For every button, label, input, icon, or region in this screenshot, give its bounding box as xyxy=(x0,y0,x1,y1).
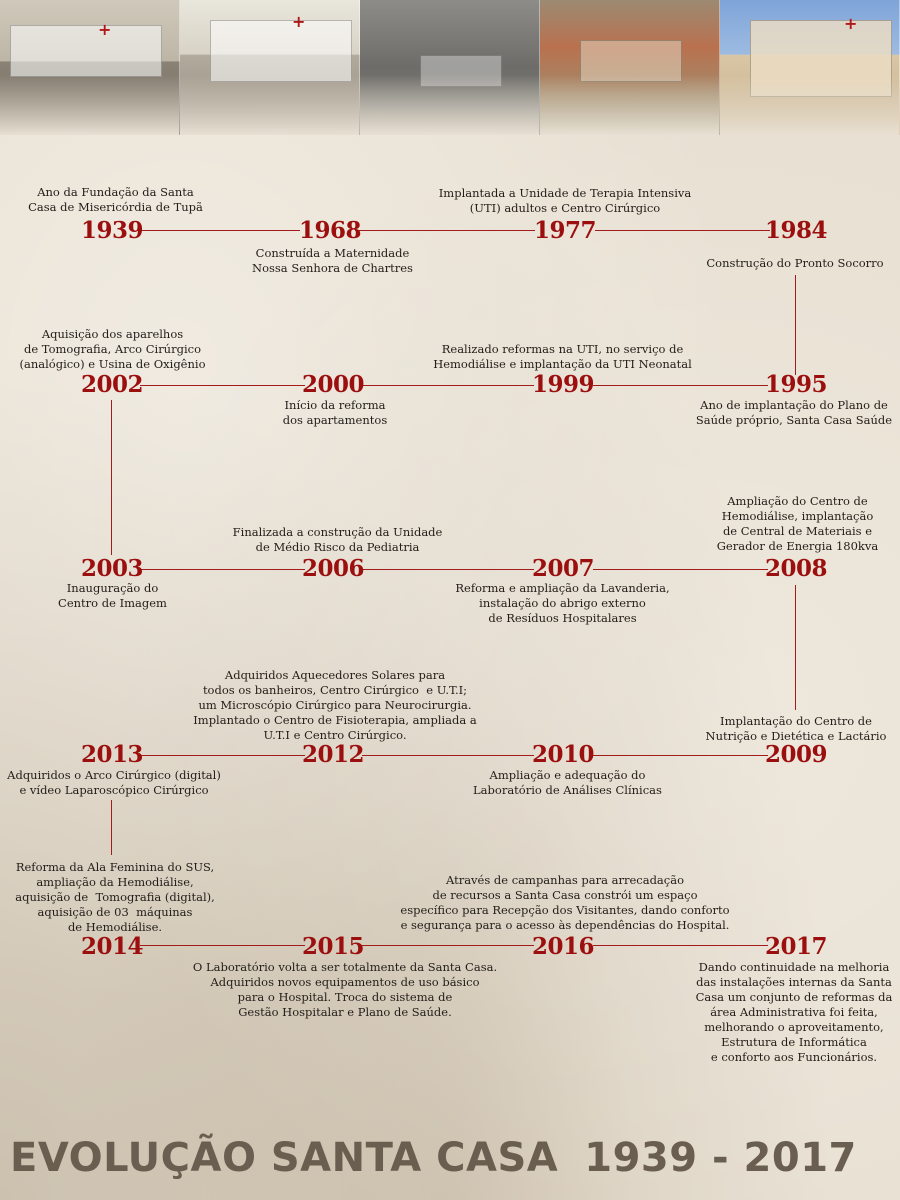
event-2008-description: Ampliação do Centro de Hemodiálise, implantação de Central de Materiais e Gerador de Energia 180kva xyxy=(716,494,879,553)
event-2013-description: Adquiridos o Arco Cirúrgico (digital) e vídeo Laparoscópico Cirúrgico xyxy=(7,768,221,797)
header-photo-strip xyxy=(0,0,900,135)
event-1995-description: Ano de implantação do Plano de Saúde próprio, Santa Casa Saúde xyxy=(695,398,893,427)
event-2006-year: 2006 xyxy=(301,555,365,582)
connector-2009-2010 xyxy=(593,755,768,756)
event-2002-year: 2002 xyxy=(80,371,144,398)
event-2008-year: 2008 xyxy=(764,555,828,582)
event-2014-year: 2014 xyxy=(80,933,144,960)
event-2016-year: 2016 xyxy=(531,933,595,960)
page-title xyxy=(10,1135,883,1181)
connector-1968-1977 xyxy=(355,230,535,231)
connector-2014-2015 xyxy=(140,945,305,946)
event-2017-description: Dando continuidade na melhoria das instalações internas da Santa Casa um conjunto de reformas da área Administrativa foi feita, melhorando o aproveitamento, Estrutura de Informática e conforto aos Funcionários. xyxy=(695,960,893,1064)
connector-2010-2012 xyxy=(362,755,534,756)
event-1977-year: 1977 xyxy=(533,217,597,244)
event-1984-description: Construção do Pronto Socorro xyxy=(706,256,884,270)
connector-2003-2006 xyxy=(140,569,305,570)
connector-2013-2014 xyxy=(111,800,112,855)
event-2017-year: 2017 xyxy=(764,933,828,960)
event-2013-year: 2013 xyxy=(80,741,144,768)
event-2015-description: O Laboratório volta a ser totalmente da Santa Casa. Adquiridos novos equipamentos de uso básico para o Hospital. Troca do sistema de Gestão Hospitalar e Plano de Saúde. xyxy=(192,960,498,1019)
connector-2012-2013 xyxy=(140,755,305,756)
event-1977-description: Implantada a Unidade de Terapia Intensiva (UTI) adultos e Centro Cirúrgico xyxy=(438,186,692,215)
event-2016-description: Através de campanhas para arrecadação de recursos a Santa Casa constrói um espaço específico para Recepção dos Visitantes, dando conforto e segurança para o acesso às dependências do Hospital. xyxy=(400,873,730,932)
event-2000-year: 2000 xyxy=(301,371,365,398)
connector-2015-2016 xyxy=(362,945,534,946)
connector-2002-2003 xyxy=(111,400,112,555)
event-2010-description: Ampliação e adequação do Laboratório de Análises Clínicas xyxy=(473,768,662,797)
event-1968-year: 1968 xyxy=(298,217,362,244)
event-2015-year: 2015 xyxy=(301,933,365,960)
event-2012-description: Adquiridos Aquecedores Solares para todos os banheiros, Centro Cirúrgico e U.T.I; um Microscópio Cirúrgico para Neurocirurgia. Implantado o Centro de Fisioterapia, ampliada a U.T.I e Centro Cirúrgico. xyxy=(193,668,477,742)
event-2003-year: 2003 xyxy=(80,555,144,582)
connector-2000-2002 xyxy=(140,385,305,386)
connector-1995-1999 xyxy=(593,385,768,386)
photo-aerial-color xyxy=(540,0,720,135)
event-2002-description: Aquisição dos aparelhos de Tomografia, Arco Cirúrgico (analógico) e Usina de Oxigênio xyxy=(19,327,206,371)
event-1999-description: Realizado reformas na UTI, no serviço de Hemodiálise e implantação da UTI Neonatal xyxy=(433,342,692,371)
event-1968-description: Construída a Maternidade Nossa Senhora de Chartres xyxy=(252,246,413,275)
event-2009-year: 2009 xyxy=(764,741,828,768)
event-1995-year: 1995 xyxy=(764,371,828,398)
event-2007-year: 2007 xyxy=(531,555,595,582)
photo-aerial-bw xyxy=(360,0,540,135)
connector-2007-2008 xyxy=(593,569,768,570)
event-1999-year: 1999 xyxy=(531,371,595,398)
photo-old-building: + xyxy=(0,0,180,135)
event-2003-description: Inauguração do Centro de Imagem xyxy=(58,581,167,610)
event-2000-description: Início da reforma dos apartamentos xyxy=(282,398,388,427)
photo-modern-building: + xyxy=(720,0,900,135)
connector-1984-1995 xyxy=(795,275,796,375)
photo-hospital-facade: + xyxy=(180,0,360,135)
event-1939-year: 1939 xyxy=(80,217,144,244)
connector-1999-2000 xyxy=(362,385,534,386)
connector-2006-2007 xyxy=(362,569,534,570)
connector-1977-1984 xyxy=(595,230,770,231)
event-2006-description: Finalizada a construção da Unidade de Médio Risco da Pediatria xyxy=(232,525,443,554)
event-2009-description: Implantação do Centro de Nutrição e Dietética e Lactário xyxy=(705,714,887,743)
connector-1939-1968 xyxy=(140,230,300,231)
event-1984-year: 1984 xyxy=(764,217,828,244)
event-2010-year: 2010 xyxy=(531,741,595,768)
connector-2008-2009 xyxy=(795,585,796,710)
event-2014-description: Reforma da Ala Feminina do SUS, ampliação da Hemodiálise, aquisição de Tomografia (digital), aquisição de 03 máquinas de Hemodiálise. xyxy=(15,860,215,934)
event-1939-description: Ano da Fundação da Santa Casa de Misericórdia de Tupã xyxy=(28,185,203,214)
connector-2016-2017 xyxy=(593,945,768,946)
event-2007-description: Reforma e ampliação da Lavanderia, instalação do abrigo externo de Resíduos Hospitalares xyxy=(455,581,670,625)
event-2012-year: 2012 xyxy=(301,741,365,768)
page-title-range: 1939 - 2017 xyxy=(584,1135,857,1181)
page-title-main: EVOLUÇÃO SANTA CASA xyxy=(10,1135,559,1181)
